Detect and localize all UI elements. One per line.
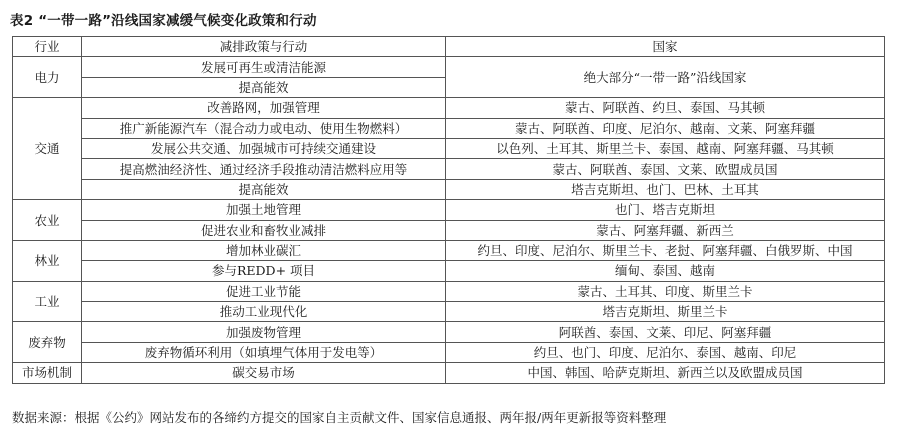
table-row: [13, 322, 885, 342]
countries-cell: 缅甸、泰国、越南: [446, 261, 885, 281]
table-row: [13, 281, 885, 301]
table-row: [13, 118, 885, 138]
countries-cell: 约旦、印度、尼泊尔、斯里兰卡、老挝、阿塞拜疆、白俄罗斯、中国: [446, 240, 885, 260]
policy-cell: 促进农业和畜牧业减排: [82, 220, 446, 240]
policy-cell: 增加林业碳汇: [82, 240, 446, 260]
sector-cell: 工业: [13, 281, 82, 322]
policy-cell: 发展公共交通、加强城市可持续交通建设: [82, 138, 446, 158]
sector-cell: 电力: [13, 57, 82, 98]
header-sector: 行业: [13, 37, 82, 57]
policy-cell: 加强废物管理: [82, 322, 446, 342]
sector-cell: 农业: [13, 200, 82, 241]
policy-cell: 参与REDD+ 项目: [82, 261, 446, 281]
countries-cell: 中国、韩国、哈萨克斯坦、新西兰以及欧盟成员国: [446, 363, 885, 383]
countries-cell: 蒙古、阿联酋、印度、尼泊尔、越南、文莱、阿塞拜疆: [446, 118, 885, 138]
policy-cell: 提高能效: [82, 179, 446, 199]
policy-cell: 推广新能源汽车（混合动力或电动、使用生物燃料）: [82, 118, 446, 138]
countries-cell: 以色列、土耳其、斯里兰卡、泰国、越南、阿塞拜疆、马其顿: [446, 138, 885, 158]
table-row: [13, 159, 885, 179]
countries-cell: 蒙古、阿联酋、泰国、文莱、欧盟成员国: [446, 159, 885, 179]
countries-cell: 蒙古、阿联酋、约旦、泰国、马其顿: [446, 98, 885, 118]
table-row: [13, 179, 885, 199]
sector-cell: 林业: [13, 240, 82, 281]
table-row: [13, 57, 885, 77]
table-row: [13, 261, 885, 281]
countries-cell: 约旦、也门、印度、尼泊尔、泰国、越南、印尼: [446, 342, 885, 362]
table-row: [13, 342, 885, 362]
policy-cell: 改善路网，加强管理: [82, 98, 446, 118]
table-row: [13, 363, 885, 383]
countries-cell: 蒙古、土耳其、印度、斯里兰卡: [446, 281, 885, 301]
table-row: [13, 240, 885, 260]
countries-cell: 塔吉克斯坦、斯里兰卡: [446, 302, 885, 322]
policy-cell: 加强土地管理: [82, 200, 446, 220]
countries-cell: 阿联酋、泰国、文莱、印尼、阿塞拜疆: [446, 322, 885, 342]
policy-cell: 碳交易市场: [82, 363, 446, 383]
policy-cell: 废弃物循环利用（如填埋气体用于发电等）: [82, 342, 446, 362]
table-title: 表2 “一带一路”沿线国家减缓气候变化政策和行动: [10, 13, 317, 29]
table-header-row: [13, 37, 885, 57]
source-note: 数据来源：根据《公约》网站发布的各缔约方提交的国家自主贡献文件、国家信息通报、两年报/两年更新报等资料整理: [12, 410, 667, 425]
countries-cell: 塔吉克斯坦、也门、巴林、土耳其: [446, 179, 885, 199]
sector-cell: 市场机制: [13, 363, 82, 383]
countries-cell: 绝大部分“一带一路”沿线国家: [446, 57, 885, 98]
policy-cell: 促进工业节能: [82, 281, 446, 301]
sector-cell: 废弃物: [13, 322, 82, 363]
table-row: [13, 138, 885, 158]
policy-table: [12, 36, 885, 384]
table-row: [13, 98, 885, 118]
table-row: [13, 302, 885, 322]
policy-cell: 提高燃油经济性、通过经济手段推动清洁燃料应用等: [82, 159, 446, 179]
countries-cell: 蒙古、阿塞拜疆、新西兰: [446, 220, 885, 240]
policy-cell: 发展可再生或清洁能源: [82, 57, 446, 77]
policy-cell: 提高能效: [82, 77, 446, 97]
countries-cell: 也门、塔吉克斯坦: [446, 200, 885, 220]
table-row: [13, 220, 885, 240]
sector-cell: 交通: [13, 98, 82, 200]
header-countries: 国家: [446, 37, 885, 57]
header-policy: 减排政策与行动: [82, 37, 446, 57]
policy-cell: 推动工业现代化: [82, 302, 446, 322]
table-row: [13, 200, 885, 220]
